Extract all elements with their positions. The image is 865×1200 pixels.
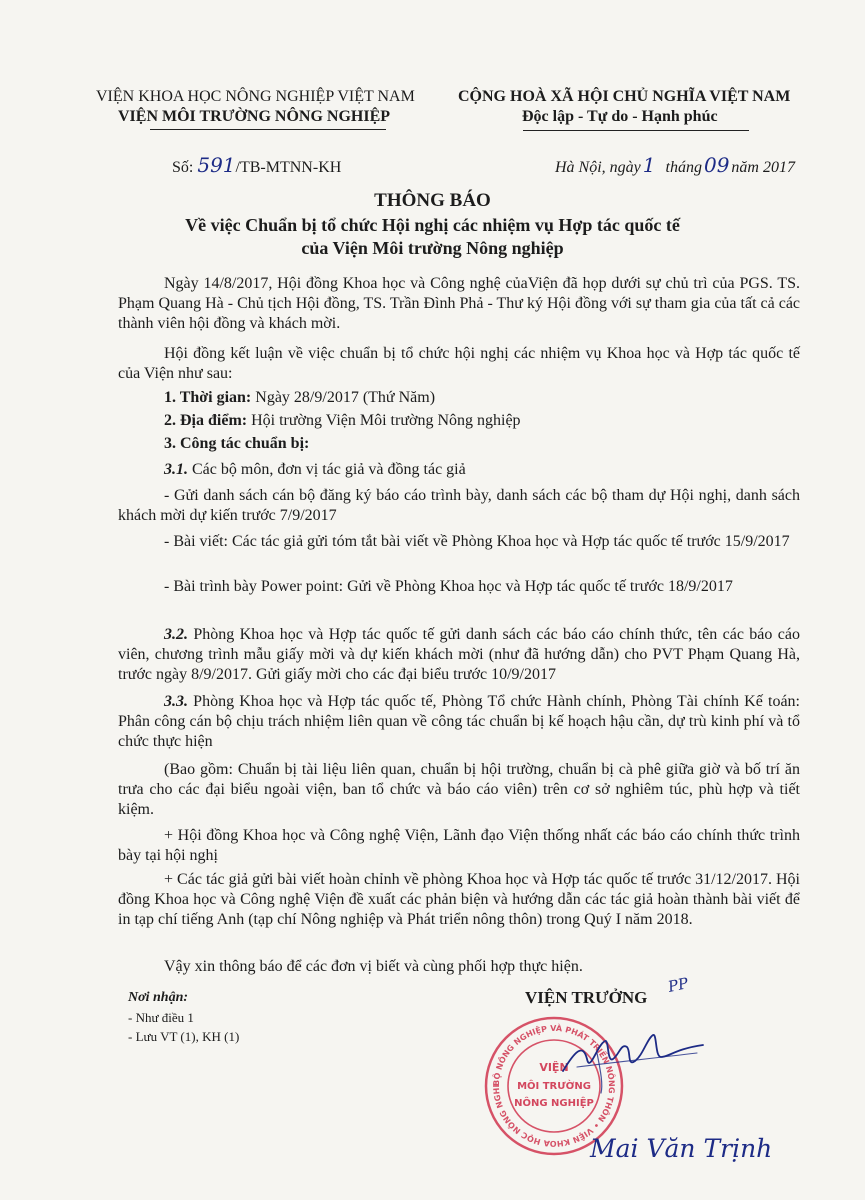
handwritten-signature	[557, 1023, 707, 1098]
notice-subtitle-line1: Về việc Chuẩn bị tổ chức Hội nghị các nhiệm vụ Hợp tác quốc tế	[185, 215, 680, 235]
stamp-center-line: VIỆN	[539, 1061, 569, 1074]
item-time	[164, 388, 800, 408]
org-underline	[150, 129, 386, 130]
org-parent: VIỆN KHOA HỌC NÔNG NGHIỆP VIỆT NAM	[96, 88, 415, 105]
item-time-label: 1. Thời gian:	[164, 389, 252, 406]
paragraph-approval: + Hội đồng Khoa học và Công nghệ Viện, Lãnh đạo Viện thống nhất các báo cáo chính thức trình bày tại hội nghị	[118, 827, 800, 864]
stamp-center-line: MÔI TRƯỜNG	[517, 1081, 591, 1092]
item-venue-value: Hội trường Viện Môi trường Nông nghiệp	[247, 412, 521, 429]
section-3-2	[118, 625, 800, 685]
section-3-2-text: Phòng Khoa học và Hợp tác quốc tế gửi danh sách các báo cáo chính thức, tên các báo cáo viên, chương trình mẫu giấy mời và dự kiến khách mời (như đã hướng dẫn) cho PVT Phạm Quang Hà, trước ngày 8/9/2017. Gửi giấy mời cho các đại biểu trước 10/9/2017	[118, 626, 800, 683]
country-name: CỘNG HOÀ XÃ HỘI CHỦ NGHĨA VIỆT NAM	[458, 88, 791, 105]
section-3-1-label: 3.1.	[164, 461, 188, 478]
stamp-center-line: NÔNG NGHIỆP	[514, 1098, 594, 1109]
recipient-item: - Như điều 1	[128, 1010, 194, 1025]
signature-scribble	[557, 1023, 707, 1098]
section-3-1	[164, 460, 800, 480]
task-abstract: - Bài viết: Các tác giả gửi tóm tắt bài viết về Phòng Khoa học và Hợp tác quốc tế trước 15/9/2017	[164, 533, 790, 550]
date-year: năm 2017	[731, 159, 795, 176]
document-number	[172, 153, 341, 177]
section-3-1-text: Các bộ môn, đơn vị tác giả và đồng tác giả	[188, 461, 466, 478]
recipients-heading: Nơi nhận:	[128, 990, 189, 1005]
paragraph-conclusion: Hội đồng kết luận về việc chuẩn bị tổ chức hội nghị các nhiệm vụ Khoa học và Hợp tác quốc tế của Viện như sau:	[118, 345, 800, 382]
pp-initials: PP	[666, 974, 690, 996]
paragraph-closing: Vậy xin thông báo để các đơn vị biết và cùng phối hợp thực hiện.	[164, 958, 583, 975]
item-preparation: 3. Công tác chuẩn bị:	[164, 435, 310, 452]
motto-underline	[523, 130, 749, 131]
task-registration: - Gửi danh sách cán bộ đăng ký báo cáo trình bày, danh sách các bộ tham dự Hội nghị, danh sách khách mời dự kiến trước 7/9/2017	[118, 487, 800, 524]
doc-number-suffix: /TB-MTNN-KH	[235, 159, 342, 176]
date-prefix: Hà Nội, ngày	[555, 159, 641, 176]
notice-subtitle-line2: của Viện Môi trường Nông nghiệp	[301, 238, 564, 258]
section-3-3-label: 3.3.	[164, 693, 188, 710]
item-venue	[164, 411, 800, 431]
doc-number-prefix: Số:	[172, 159, 198, 176]
motto: Độc lập - Tự do - Hạnh phúc	[522, 108, 718, 125]
signer-position: VIỆN TRƯỞNG	[525, 988, 648, 1007]
paragraph-final-papers: + Các tác giả gửi bài viết hoàn chỉnh về phòng Khoa học và Hợp tác quốc tế trước 31/12/2017. Hội đồng Khoa học và Công nghệ Viện đề xuất các phản biện và hướng dẫn các tác giả hoàn thành bài viết để in tạp chí tiếng Anh (tạp chí Nông nghiệp và Phát triển nông thôn) trong Quý I năm 2018.	[118, 871, 800, 928]
paragraph-logistics: (Bao gồm: Chuẩn bị tài liệu liên quan, chuẩn bị hội trường, chuẩn bị cà phê giữa giờ và bố trí ăn trưa cho các đại biểu ngoài viện, ban tổ chức và báo cáo viên) trên cơ sở nghiêm túc, phù hợp và tiết kiệm.	[118, 761, 800, 818]
section-3-3-text: Phòng Khoa học và Hợp tác quốc tế, Phòng Tổ chức Hành chính, Phòng Tài chính Kế toán: Phân công cán bộ chịu trách nhiệm liên quan về công tác chuẩn bị kế hoạch hậu cần, dự trù kinh phí và tổ chức thực hiện	[118, 693, 800, 750]
recipient-item: - Lưu VT (1), KH (1)	[128, 1029, 240, 1044]
section-3-3	[118, 692, 800, 752]
date-day-handwritten: 1	[642, 153, 656, 177]
date-month-label: tháng	[665, 159, 702, 176]
date-month-handwritten: 09	[703, 153, 730, 177]
org-name: VIỆN MÔI TRƯỜNG NÔNG NGHIỆP	[118, 108, 391, 125]
signer-name: Mai Văn Trịnh	[590, 1134, 773, 1163]
doc-number-handwritten: 591	[197, 153, 236, 177]
item-time-value: Ngày 28/9/2017 (Thứ Năm)	[251, 389, 436, 406]
document-date	[555, 153, 795, 177]
notice-title: THÔNG BÁO	[374, 190, 491, 211]
section-3-2-label: 3.2.	[164, 626, 188, 643]
paragraph-meeting: Ngày 14/8/2017, Hội đồng Khoa học và Công nghệ củaViện đã họp dưới sự chủ trì của PGS. TS. Phạm Quang Hà - Chủ tịch Hội đồng, TS. Trần Đình Phả - Thư ký Hội đồng với sự tham gia của tất cả các thành viên hội đồng và khách mời.	[118, 275, 801, 332]
task-powerpoint: - Bài trình bày Power point: Gửi về Phòng Khoa học và Hợp tác quốc tế trước 18/9/2017	[164, 578, 733, 595]
stamp-ring-text: BỘ NÔNG NGHIỆP VÀ PHÁT TRIỂN NÔNG THÔN • VIỆN KHOA HỌC NÔNG NGHI	[491, 1023, 617, 1149]
item-venue-label: 2. Địa điểm:	[164, 412, 248, 429]
